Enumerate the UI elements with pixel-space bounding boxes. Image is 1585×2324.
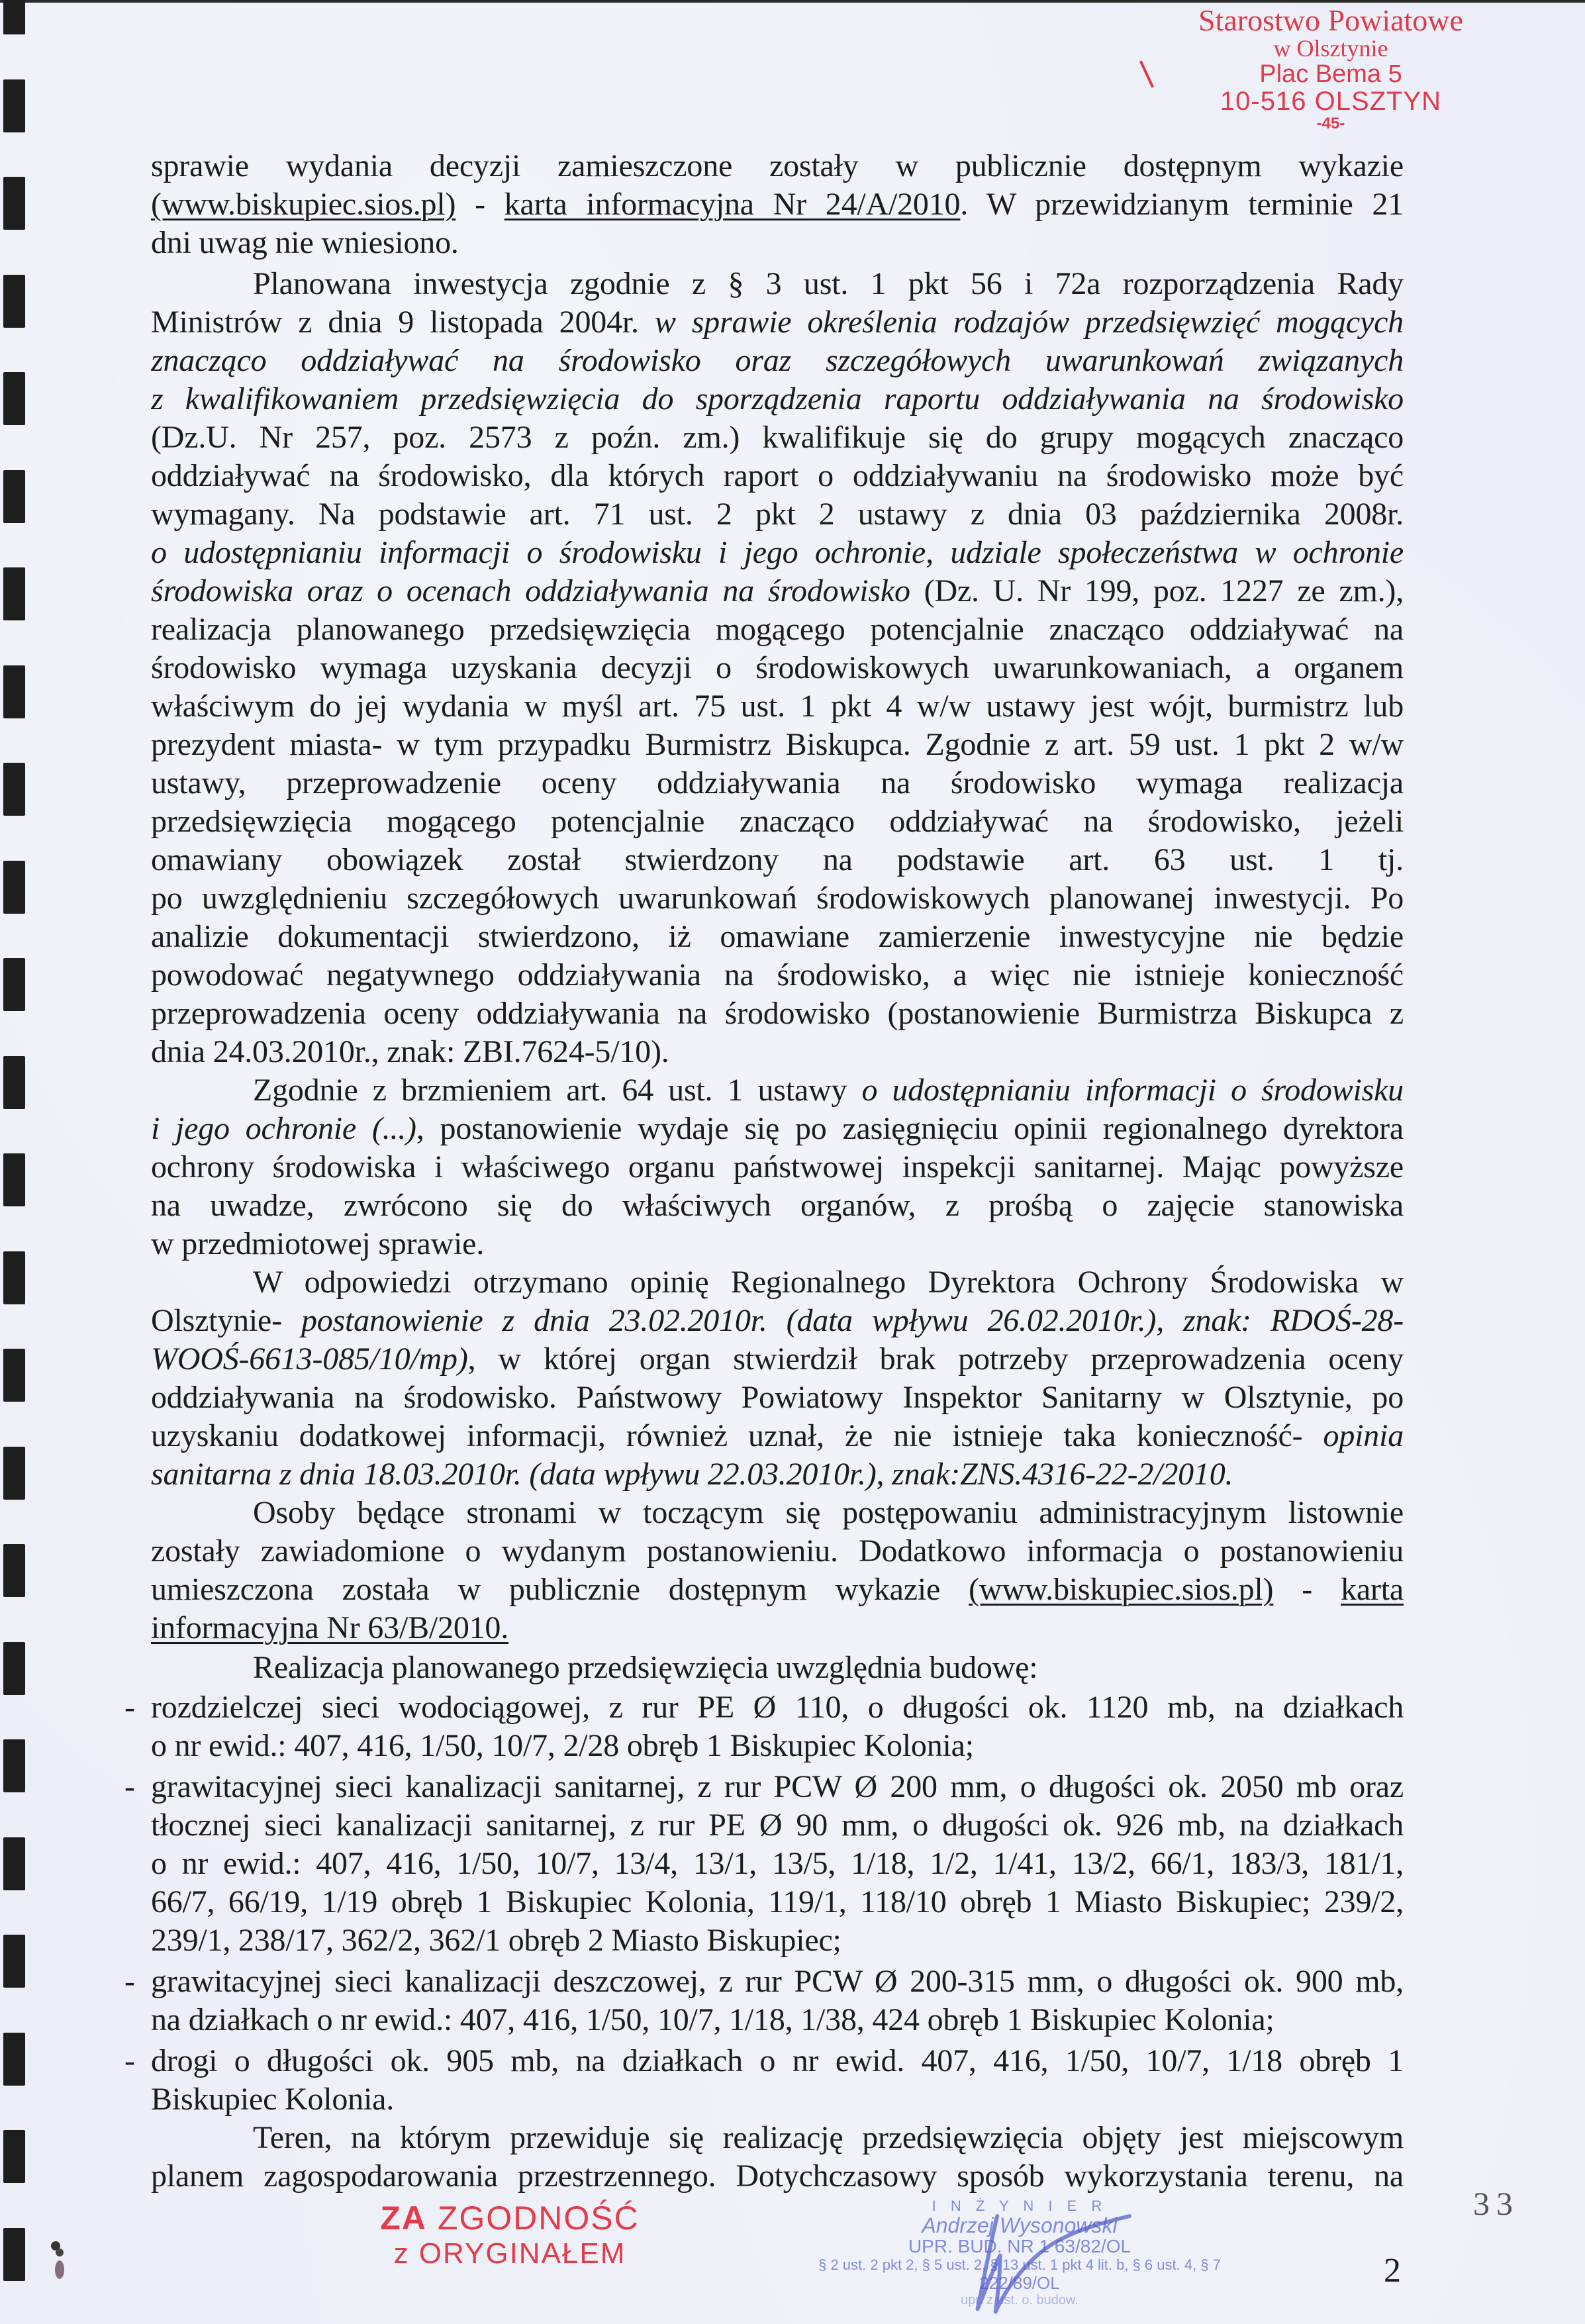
text-run: po uwzględnieniu szczegółowych uwarunkowań środowiskowych planowanej inwestycji. Po bbox=[151, 881, 1404, 916]
binding-hole bbox=[3, 2130, 25, 2183]
text-run: zostały zawiadomione o wydanym postanowieniu. Dodatkowo informacja o postanowieniu bbox=[151, 1533, 1404, 1569]
binding-hole bbox=[3, 861, 25, 914]
list-item-line bbox=[124, 1688, 1404, 1727]
underlined-reference[interactable]: (www.biskupiec.sios.pl) bbox=[151, 187, 456, 222]
list-item-line bbox=[124, 1962, 1404, 2001]
binding-hole bbox=[3, 1153, 25, 1206]
text-run: ochrony środowiska i właściwego organu państwowej inspekcji sanitarnej. Mając powyższe bbox=[151, 1149, 1404, 1185]
engineer-stamp-number: 222/89/OL bbox=[979, 2273, 1060, 2293]
text-line bbox=[151, 841, 1404, 879]
engineer-stamp-license: UPR. BUD. NR 1 63/82/OL bbox=[908, 2236, 1131, 2256]
scan-top-edge bbox=[0, 0, 1585, 3]
bullet-dash: - bbox=[124, 1769, 135, 1804]
text-run: drogi o długości ok. 905 mb, na działkach o nr ewid. 407, 416, 1/50, 10/7, 1/18 obręb 1 bbox=[151, 2043, 1404, 2078]
engineer-stamp-faint: upr. z ust. o. budow. bbox=[961, 2293, 1079, 2307]
text-line bbox=[151, 1379, 1404, 1417]
text-line bbox=[151, 1921, 1404, 1960]
binding-hole bbox=[3, 0, 25, 34]
text-line bbox=[151, 1727, 1404, 1765]
certified-stamp-line2: z ORYGINAŁEM bbox=[393, 2237, 626, 2270]
text-run: rozdzielczej sieci wodociągowej, z rur PE Ø 110, o długości ok. 1120 mb, na działkach bbox=[151, 1690, 1404, 1725]
text-line bbox=[151, 1455, 1404, 1494]
text-line bbox=[151, 1071, 1404, 1110]
text-run: na uwadze, zwrócono się do właściwych organów, z prośbą o zajęcie stanowiska bbox=[151, 1188, 1404, 1223]
text-run: realizacja planowanego przedsięwzięcia mogącego potencjalnie znacząco oddziaływać na bbox=[151, 612, 1404, 647]
text-line bbox=[151, 802, 1404, 841]
text-run: wymagany. Na podstawie art. 71 ust. 2 pkt 2 ustawy z dnia 03 października 2008r. bbox=[151, 497, 1404, 532]
certified-stamp-line1: ZGODNOŚĆ bbox=[437, 2200, 640, 2237]
text-run: przedsięwzięcia mogącego potencjalnie znacząco oddziaływać na środowisko, jeżeli bbox=[151, 804, 1404, 839]
text-line bbox=[151, 1494, 1404, 1532]
text-run: dni uwag nie wniesiono. bbox=[151, 225, 459, 260]
italic-citation: o udostępnianiu informacji o środowisku bbox=[861, 1073, 1404, 1108]
text-line bbox=[151, 610, 1404, 649]
text-run: powodować negatywnego oddziaływania na środowisko, a więc nie istnieje konieczność bbox=[151, 957, 1404, 993]
text-run: grawitacyjnej sieci kanalizacji deszczowej, z rur PCW Ø 200-315 mm, o długości ok. 900 mb, bbox=[151, 1964, 1404, 1999]
binding-hole bbox=[3, 763, 25, 816]
binding-hole bbox=[3, 79, 25, 132]
binding-hole bbox=[3, 470, 25, 523]
text-run: o nr ewid.: 407, 416, 1/50, 10/7, 13/4, 13/1, 13/5, 1/18, 1/2, 1/41, 13/2, 66/1, 183/3, 181/1, bbox=[151, 1846, 1404, 1881]
list-item-line bbox=[124, 1768, 1404, 1806]
text-run: prezydent miasta- w tym przypadku Burmistrz Biskupca. Zgodnie z art. 59 ust. 1 pkt 2 w/w bbox=[151, 727, 1404, 762]
text-line bbox=[151, 1263, 1404, 1302]
binding-holes bbox=[0, 0, 26, 2324]
certified-stamp-za: ZA bbox=[380, 2200, 427, 2237]
text-run: na działkach o nr ewid.: 407, 416, 1/50, 10/7, 1/18, 1/38, 424 obręb 1 Biskupiec Kolonia; bbox=[151, 2002, 1274, 2037]
binding-hole bbox=[3, 2033, 25, 2086]
binding-hole bbox=[3, 1056, 25, 1109]
text-run: omawiany obowiązek został stwierdzony na podstawie art. 63 ust. 1 tj. bbox=[151, 842, 1404, 877]
text-run: umieszczona została w publicznie dostępnym wykazie bbox=[151, 1572, 969, 1607]
text-line bbox=[151, 1883, 1404, 1921]
text-line bbox=[151, 687, 1404, 726]
binding-hole bbox=[3, 567, 25, 620]
italic-citation: WOOŚ-6613-085/10/mp) bbox=[151, 1341, 468, 1377]
text-line bbox=[151, 1148, 1404, 1186]
bullet-dash: - bbox=[124, 1964, 135, 1999]
binding-hole bbox=[3, 1251, 25, 1304]
office-stamp-line1: Starostwo Powiatowe bbox=[1198, 3, 1463, 37]
text-line bbox=[151, 1110, 1404, 1148]
binding-hole bbox=[3, 1642, 25, 1695]
signature bbox=[940, 2205, 1139, 2317]
text-line bbox=[151, 956, 1404, 994]
text-run: przeprowadzenia oceny oddziaływania na środowisko (postanowienie Burmistrza Biskupca z bbox=[151, 996, 1404, 1031]
text-run: - bbox=[1273, 1572, 1341, 1607]
text-run: W odpowiedzi otrzymano opinię Regionalnego Dyrektora Ochrony Środowiska w bbox=[253, 1265, 1404, 1300]
italic-citation: opinia bbox=[1323, 1418, 1404, 1453]
italic-citation: środowiska oraz o ocenach oddziaływania na środowisko bbox=[151, 573, 910, 608]
italic-citation: postanowienie z dnia 23.02.2010r. (data wpływu 26.02.2010r.), znak: RDOŚ-28- bbox=[301, 1303, 1404, 1338]
text-run: uzyskaniu dodatkowej informacji, również uznał, że nie istnieje taka konieczność- bbox=[151, 1418, 1323, 1453]
text-run: oddziaływania na środowisko. Państwowy Powiatowy Inspektor Sanitarny w Olsztynie, po bbox=[151, 1380, 1404, 1415]
text-line bbox=[151, 418, 1404, 457]
office-stamp-line4: 10-516 OLSZTYN bbox=[1220, 87, 1442, 116]
text-run: 239/1, 238/17, 362/2, 362/1 obręb 2 Miasto Biskupiec; bbox=[151, 1923, 841, 1958]
binding-hole bbox=[3, 177, 25, 230]
binding-hole bbox=[3, 1349, 25, 1402]
text-line bbox=[151, 994, 1404, 1033]
underlined-reference[interactable]: informacyjna Nr 63/B/2010. bbox=[151, 1610, 509, 1645]
text-run: tłocznej sieci kanalizacji sanitarnej, z rur PE Ø 90 mm, o długości ok. 926 mb, na działkach bbox=[151, 1808, 1404, 1843]
page-number: 2 bbox=[1384, 2252, 1401, 2290]
text-run: , w której organ stwierdził brak potrzeby przeprowadzenia oceny bbox=[467, 1341, 1404, 1377]
binding-hole bbox=[3, 1935, 25, 1988]
text-line bbox=[151, 1609, 1404, 1647]
text-run: Realizacja planowanego przedsięwzięcia uwzględnia budowę: bbox=[253, 1650, 1038, 1685]
binding-hole bbox=[3, 958, 25, 1011]
engineer-stamp-title: I N Ż Y N I E R bbox=[932, 2198, 1108, 2214]
text-run: 66/7, 66/19, 1/19 obręb 1 Biskupiec Kolonia, 119/1, 118/10 obręb 1 Miasto Biskupiec; 239/2, bbox=[151, 1884, 1404, 1919]
text-run: Planowana inwestycja zgodnie z § 3 ust. 1 pkt 56 i 72a rozporządzenia Rady bbox=[253, 266, 1404, 301]
text-line bbox=[151, 495, 1404, 534]
text-line bbox=[151, 1571, 1404, 1609]
text-line bbox=[151, 224, 1404, 262]
italic-citation: znacząco oddziaływać na środowisko oraz szczegółowych uwarunkowań związanych bbox=[151, 343, 1404, 378]
text-run: - bbox=[456, 187, 504, 222]
list-item-line bbox=[124, 2042, 1404, 2080]
text-run: (Dz. U. Nr 199, poz. 1227 ze zm.), bbox=[910, 573, 1404, 608]
text-run: . W przewidzianym terminie 21 bbox=[960, 187, 1404, 222]
text-line bbox=[151, 2119, 1404, 2157]
binding-hole bbox=[3, 1447, 25, 1500]
text-run: środowisko wymaga uzyskania decyzji o środowiskowych uwarunkowaniach, a organem bbox=[151, 650, 1404, 685]
bullet-dash: - bbox=[124, 2043, 135, 2078]
text-line bbox=[151, 1532, 1404, 1571]
sheet-number: 33 bbox=[1473, 2185, 1519, 2222]
italic-citation: w sprawie określenia rodzajów przedsięwzięć mogących bbox=[654, 305, 1404, 340]
text-line bbox=[151, 649, 1404, 687]
text-run: Olsztynie- bbox=[151, 1303, 301, 1338]
text-run: Biskupiec Kolonia. bbox=[151, 2082, 395, 2117]
engineer-stamp-legal: § 2 ust. 2 pkt 2, § 5 ust. 2, § 13 ust. 1 pkt 4 lit. b, § 6 ust. 4, § 7 bbox=[818, 2256, 1221, 2273]
text-line bbox=[151, 2157, 1404, 2196]
text-line bbox=[151, 1033, 1404, 1071]
text-run: , postanowienie wydaje się po zasięgnięciu opinii regionalnego dyrektora bbox=[416, 1111, 1404, 1146]
text-line bbox=[151, 380, 1404, 418]
text-run: Zgodnie z brzmieniem art. 64 ust. 1 ustawy bbox=[253, 1073, 862, 1108]
text-run: dnia 24.03.2010r., znak: ZBI.7624-5/10). bbox=[151, 1034, 669, 1069]
text-run: oddziaływać na środowisko, dla których raport o oddziaływaniu na środowisko może być bbox=[151, 458, 1404, 493]
text-line bbox=[151, 457, 1404, 495]
text-run: o nr ewid.: 407, 416, 1/50, 10/7, 2/28 obręb 1 Biskupiec Kolonia; bbox=[151, 1728, 974, 1763]
text-line bbox=[151, 879, 1404, 918]
italic-citation: i jego ochronie (...) bbox=[151, 1111, 416, 1146]
ink-smudge bbox=[48, 2238, 68, 2291]
text-line bbox=[151, 342, 1404, 380]
text-line bbox=[151, 1417, 1404, 1455]
text-run: Osoby będące stronami w toczącym się postępowaniu administracyjnym listownie bbox=[253, 1495, 1404, 1530]
text-line bbox=[151, 1649, 1404, 1687]
text-line bbox=[151, 147, 1404, 185]
text-line bbox=[151, 1302, 1404, 1340]
text-run: Teren, na którym przewiduje się realizację przedsięwzięcia objęty jest miejscowym bbox=[253, 2120, 1404, 2155]
text-run: ustawy, przeprowadzenie oceny oddziaływania na środowisko wymaga realizacja bbox=[151, 765, 1404, 800]
text-line bbox=[151, 572, 1404, 610]
italic-citation: sanitarna z dnia 18.03.2010r. (data wpływu 22.03.2010r.), znak:ZNS.4316-22-2/2010. bbox=[151, 1457, 1233, 1492]
text-run: (Dz.U. Nr 257, poz. 2573 z poźn. zm.) kwalifikuje się do grupy mogących znacząco bbox=[151, 420, 1404, 455]
binding-hole bbox=[3, 372, 25, 425]
binding-hole bbox=[3, 665, 25, 718]
underlined-reference[interactable]: karta informacyjna Nr 24/A/2010 bbox=[504, 187, 961, 222]
binding-hole bbox=[3, 1837, 25, 1890]
text-run: sprawie wydania decyzji zamieszczone zostały w publicznie dostępnym wykazie bbox=[151, 148, 1404, 183]
binding-hole bbox=[3, 2228, 25, 2281]
office-stamp-line3: Plac Bema 5 bbox=[1259, 60, 1402, 88]
office-stamp-line2: w Olsztynie bbox=[1273, 35, 1388, 62]
text-line bbox=[151, 1340, 1404, 1379]
certified-copy-stamp bbox=[371, 2200, 649, 2271]
underlined-reference[interactable]: karta bbox=[1341, 1572, 1404, 1607]
text-line bbox=[151, 2001, 1404, 2039]
text-line bbox=[151, 1186, 1404, 1225]
text-line bbox=[151, 1225, 1404, 1263]
sheet-marker: -45- bbox=[1316, 115, 1345, 132]
text-line bbox=[151, 2080, 1404, 2119]
text-line bbox=[151, 1806, 1404, 1845]
text-line bbox=[151, 1845, 1404, 1883]
office-stamp bbox=[1126, 5, 1536, 132]
text-run: właściwym do jej wydania w myśl art. 75 ust. 1 pkt 4 w/w ustawy jest wójt, burmistrz lub bbox=[151, 689, 1404, 724]
text-line bbox=[151, 303, 1404, 342]
italic-citation: z kwalifikowaniem przedsięwzięcia do sporządzenia raportu oddziaływania na środowisko bbox=[151, 381, 1404, 416]
text-run: analizie dokumentacji stwierdzono, iż omawiane zamierzenie inwestycyjne nie będzie bbox=[151, 919, 1404, 954]
text-line bbox=[151, 764, 1404, 802]
text-run: w przedmiotowej sprawie. bbox=[151, 1226, 485, 1261]
text-run: grawitacyjnej sieci kanalizacji sanitarnej, z rur PCW Ø 200 mm, o długości ok. 2050 mb oraz bbox=[151, 1769, 1404, 1804]
binding-hole bbox=[3, 1739, 25, 1792]
text-line bbox=[151, 265, 1404, 303]
text-line bbox=[151, 918, 1404, 956]
text-line bbox=[151, 185, 1404, 224]
underlined-reference[interactable]: (www.biskupiec.sios.pl) bbox=[969, 1572, 1274, 1607]
text-run: Ministrów z dnia 9 listopada 2004r. bbox=[151, 305, 655, 340]
binding-hole bbox=[3, 1544, 25, 1597]
text-line bbox=[151, 726, 1404, 764]
engineer-stamp-name: Andrzej Wysonowski bbox=[922, 2213, 1118, 2237]
italic-citation: o udostępnianiu informacji o środowisku i jego ochronie, udziale społeczeństwa w ochronie bbox=[151, 535, 1404, 570]
text-line bbox=[151, 534, 1404, 572]
bullet-dash: - bbox=[124, 1690, 135, 1725]
text-run: planem zagospodarowania przestrzennego. Dotychczasowy sposób wykorzystania terenu, na bbox=[151, 2158, 1404, 2194]
binding-hole bbox=[3, 275, 25, 328]
